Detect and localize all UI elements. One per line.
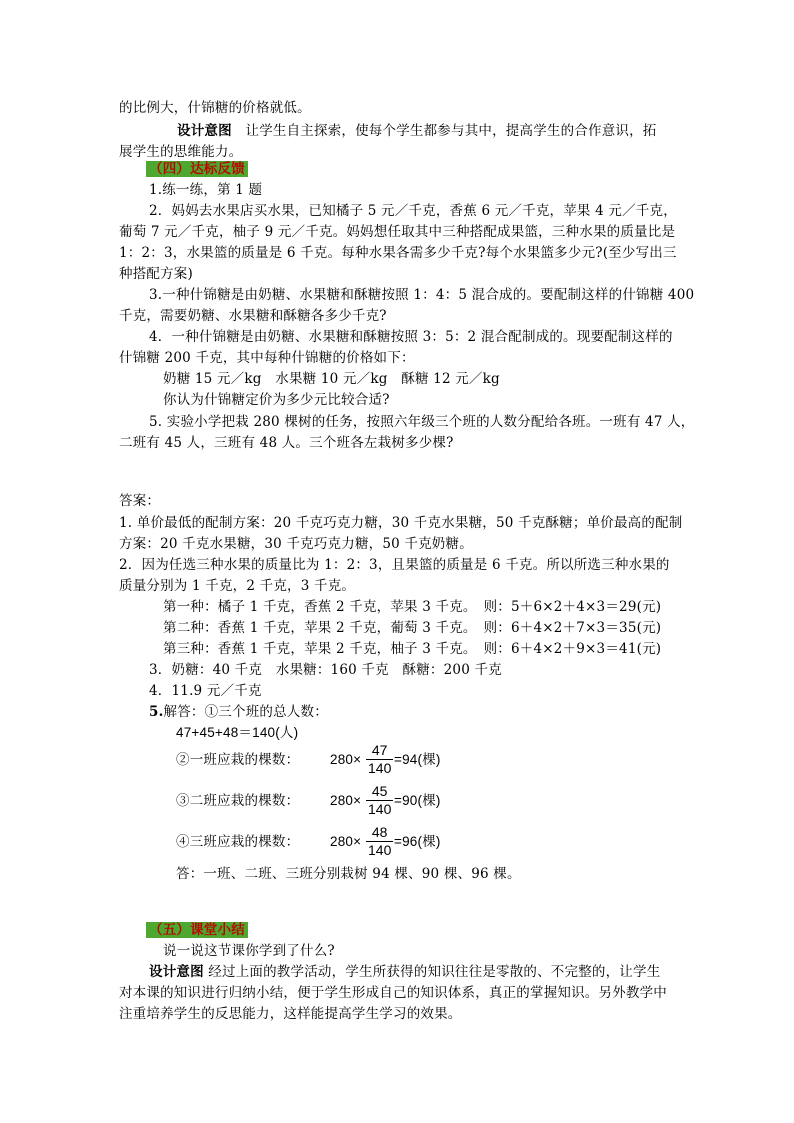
answer-line: 第三种：香蕉 1 千克，苹果 2 千克，柚子 3 千克。 则：6＋4×2＋9×3＝41(元) bbox=[163, 641, 662, 657]
section-heading-4 bbox=[146, 159, 248, 179]
section-heading-5 bbox=[146, 920, 248, 940]
design-intent-1 bbox=[177, 121, 657, 141]
fraction-denominator: 140 bbox=[368, 842, 392, 858]
answer-q5-row-label: ④三班应栽的棵数： bbox=[176, 834, 300, 850]
answer-q5-final: 答：一班、二班、三班分别栽树 94 棵、90 棵、96 棵。 bbox=[176, 866, 521, 882]
answer-line: 4．11.9 元／千克 bbox=[149, 683, 262, 699]
design-intent-2-cont: 注重培养学生的反思能力，这样能提高学生学习的效果。 bbox=[119, 1006, 462, 1022]
exercise-line: 4．一种什锦糖是由奶糖、水果糖和酥糖按照 3：5：2 混合配制成的。现要配制这样的 bbox=[149, 329, 673, 345]
answer-q5-row-mult: 280× bbox=[330, 752, 362, 767]
answer-line: 第二种：香蕉 1 千克，苹果 2 千克，葡萄 3 千克。 则：6＋4×2＋7×3＝35(元) bbox=[163, 620, 662, 636]
exercise-line: 千克，需要奶糖、水果糖和酥糖各多少千克? bbox=[119, 308, 387, 324]
design-intent-label: 设计意图 bbox=[149, 964, 204, 980]
summary-question: 说一说这节课你学到了什么? bbox=[163, 943, 335, 959]
section-heading-5-label: （五）课堂小结 bbox=[146, 922, 248, 938]
exercise-line: 1：2：3，水果篮的质量是 6 千克。每种水果各需多少千克?每个水果篮多少元?(至少写出三 bbox=[119, 245, 677, 261]
answers-title: 答案： bbox=[119, 493, 161, 509]
exercise-line: 二班有 45 人，三班有 48 人。三个班各左栽树多少棵? bbox=[119, 435, 454, 451]
fraction bbox=[366, 824, 393, 859]
answer-q5-row-label: ②一班应栽的棵数： bbox=[176, 752, 300, 768]
answer-q5-intro bbox=[149, 702, 328, 722]
answer-line: 方案：20 千克水果糖，30 千克巧克力糖，50 千克奶糖。 bbox=[119, 536, 473, 552]
answer-line: 质量分别为 1 千克，2 千克，3 千克。 bbox=[119, 578, 356, 594]
exercise-line: 你认为什锦糖定价为多少元比较合适? bbox=[163, 392, 390, 408]
exercise-line: 种搭配方案) bbox=[119, 266, 193, 282]
answer-line: 2．因为任选三种水果的质量比为 1：2：3，且果篮的质量是 6 千克。所以所选三种水果的 bbox=[119, 557, 670, 573]
exercise-line: 5. 实验小学把栽 280 棵树的任务，按照六年级三个班的人数分配给各班。一班有 47 人， bbox=[149, 414, 695, 430]
answer-q5-row-result: =94(棵) bbox=[394, 752, 441, 767]
fraction-denominator: 140 bbox=[368, 760, 392, 776]
fraction-numerator: 45 bbox=[371, 783, 388, 799]
exercise-line: 3.一种什锦糖是由奶糖、水果糖和酥糖按照 1：4：5 混合成的。要配制这样的什锦糖 400 bbox=[149, 287, 695, 303]
fraction-denominator: 140 bbox=[368, 801, 392, 817]
answer-line: 3．奶糖：40 千克 水果糖：160 千克 酥糖：200 千克 bbox=[149, 662, 502, 678]
answer-q5-row-result: =90(棵) bbox=[394, 793, 441, 808]
answer-line: 1. 单价最低的配制方案：20 千克巧克力糖，30 千克水果糖，50 千克酥糖；单价最高的配制 bbox=[119, 515, 683, 531]
answer-q5-row-result: =96(棵) bbox=[394, 834, 441, 849]
design-intent-text: 经过上面的教学活动，学生所获得的知识往往是零散的、不完整的，让学生 bbox=[203, 964, 661, 980]
answer-q5-sum: 47+45+48＝140(人) bbox=[176, 725, 299, 740]
answer-q5-text: 解答：①三个班的总人数： bbox=[163, 704, 328, 720]
fraction bbox=[366, 783, 393, 818]
answer-q5-label: 5. bbox=[149, 704, 164, 720]
answer-q5-row-mult: 280× bbox=[330, 793, 362, 808]
design-intent-label: 设计意图 bbox=[177, 123, 232, 139]
design-intent-2 bbox=[149, 962, 660, 982]
answer-q5-row-label: ③二班应栽的棵数： bbox=[176, 793, 300, 809]
section-heading-4-label: （四）达标反馈 bbox=[146, 161, 248, 177]
fraction-numerator: 48 bbox=[371, 824, 388, 840]
design-intent-text: 让学生自主探索，使每个学生都参与其中，提高学生的合作意识，拓 bbox=[231, 123, 657, 139]
fraction-numerator: 47 bbox=[371, 742, 388, 758]
design-intent-1-cont: 展学生的思维能力。 bbox=[119, 144, 243, 160]
exercise-line: 葡萄 7 元／千克，柚子 9 元／千克。妈妈想任取其中三种搭配成果篮，三种水果的质量比是 bbox=[119, 224, 676, 240]
price-line: 奶糖 15 元／kg 水果糖 10 元／kg 酥糖 12 元／kg bbox=[163, 371, 500, 387]
exercise-line: 1.练一练，第 1 题 bbox=[149, 182, 263, 198]
exercise-line: 什锦糖 200 千克，其中每种什锦糖的价格如下： bbox=[119, 350, 415, 366]
intro-line: 的比例大，什锦糖的价格就低。 bbox=[119, 100, 311, 116]
exercise-line: 2．妈妈去水果店买水果，已知橘子 5 元／千克，香蕉 6 元／千克，苹果 4 元／千克， bbox=[149, 203, 677, 219]
answer-line: 第一种：橘子 1 千克，香蕉 2 千克，苹果 3 千克。 则：5＋6×2＋4×3＝29(元) bbox=[163, 599, 662, 615]
fraction bbox=[366, 742, 393, 777]
design-intent-2-cont: 对本课的知识进行归纳小结，便于学生形成自己的知识体系，真正的掌握知识。另外教学中 bbox=[119, 985, 667, 1001]
answer-q5-row-mult: 280× bbox=[330, 834, 362, 849]
